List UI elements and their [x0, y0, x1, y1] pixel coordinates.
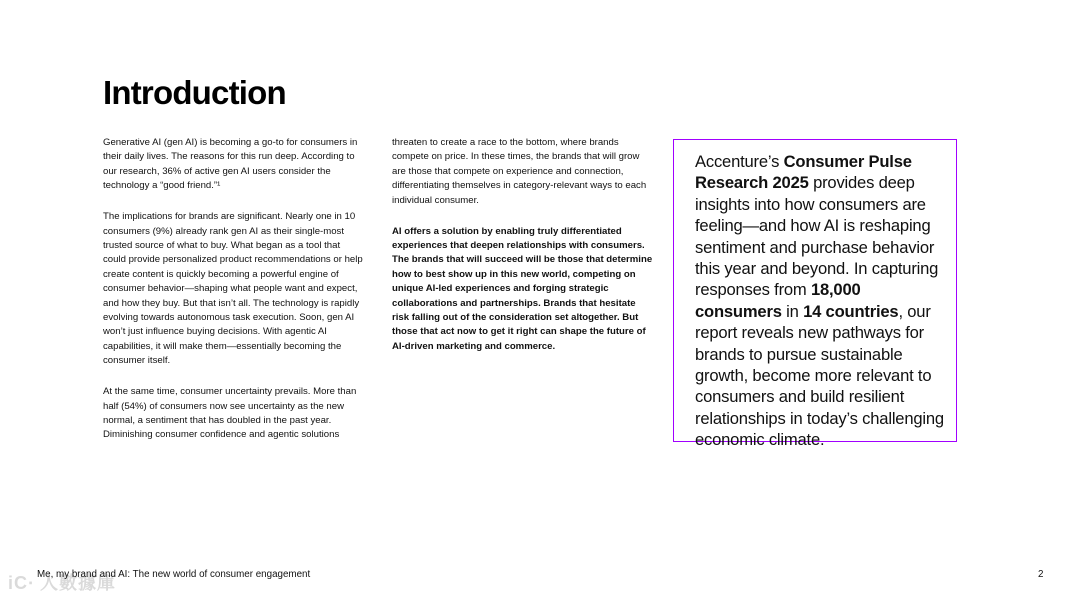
callout-highlight: Consumer Pulse Research 2025 [695, 152, 912, 193]
page-title: Introduction [103, 74, 286, 111]
intro-column-left [103, 136, 365, 459]
footer-title: Me, my brand and AI: The new world of consumer engagement [37, 569, 311, 580]
watermark-logo: iC∙ 人數據庫 [8, 573, 117, 593]
intro-column-middle [392, 136, 654, 371]
callout-text: Accenture’s [695, 152, 784, 171]
paragraph: The implications for brands are significant. Nearly one in 10 consumers (9%) already rank gen AI as their single-most trusted source of what to buy. What began as a tool that could provide personalized product recommendations or help create content is quickly becoming a powerful engine of consumer behavior—shaping what people want and expect, and how they buy. But that isn’t all. The technology is rapidly evolving towards autonomous task execution. Soon, gen AI won’t just influence buying decisions. With agentic AI capabilities, it will make them—essentially becoming the consumer itself. [103, 211, 363, 367]
bold-paragraph: AI offers a solution by enabling truly differentiated experiences that deepen relationships with consumers. The brands that will succeed will be those that determine how to best show up in this new world, competing on unique AI-led experiences and forging strategic collaborations and partnerships. Brands that hesitate risk falling out of the consideration set altogether. But those that act now to get it right can shape the future of AI-driven marketing and commerce. [392, 225, 653, 352]
callout-highlight: 14 countries [803, 301, 899, 321]
paragraph: Generative AI (gen AI) is becoming a go-to for consumers in their daily lives. The reasons for this run deep. According to our research, 36% of active gen AI users consider the technology a “good friend.”¹ [103, 137, 358, 192]
callout-highlight: 18,000 consumers [695, 280, 861, 321]
page-number: 2 [1038, 569, 1044, 580]
callout-text: provides deep insights into how consumers are feeling—and how AI is reshaping sentiment and purchase behavior this year and beyond. In capturing responses from [695, 173, 939, 300]
callout-text: , our report reveals new pathways for brands to pursue sustainable growth, become more relevant to consumers and build resilient relationships in today’s challenging economic climate. [695, 301, 944, 450]
callout-text: in [781, 301, 804, 321]
paragraph: At the same time, consumer uncertainty prevails. More than half (54%) of consumers now see uncertainty as the new normal, a sentiment that has doubled in the past year. Diminishing consumer confidence and agentic solutions [103, 386, 357, 441]
research-callout-box [673, 139, 957, 450]
paragraph: threaten to create a race to the bottom, where brands compete on price. In these times, the brands that will grow are those that compete on experience and connection, differentiating themselves in category-relevant ways to each individual consumer. [392, 137, 647, 206]
